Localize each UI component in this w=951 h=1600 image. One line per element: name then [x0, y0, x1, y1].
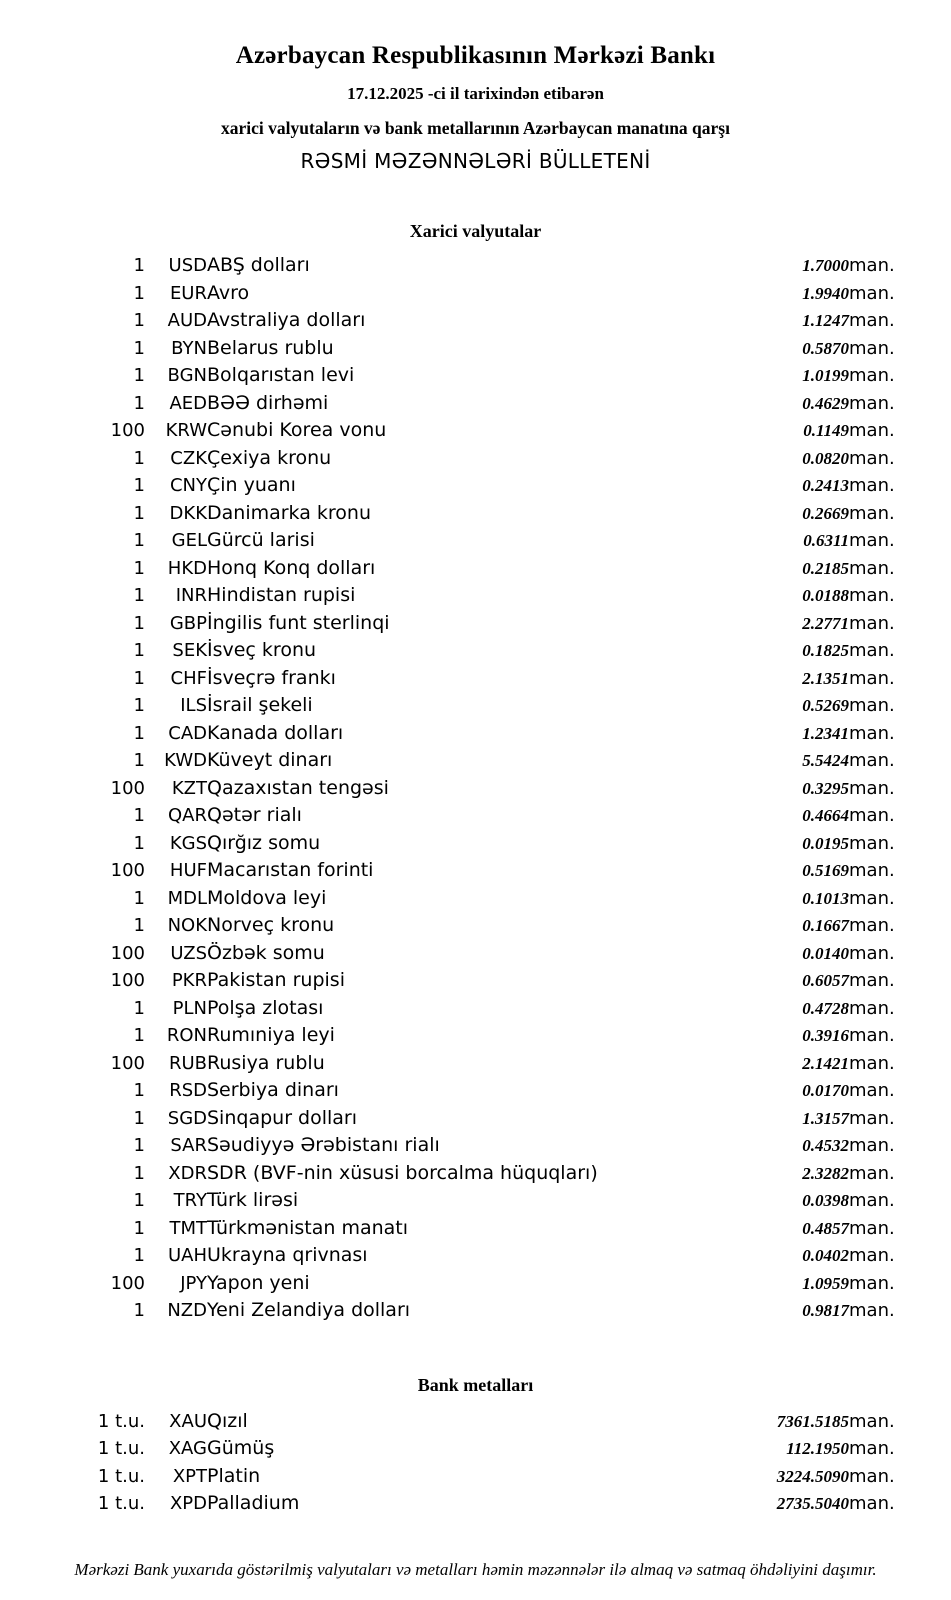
metal-row [40, 1408, 911, 1436]
currency-row [40, 1105, 911, 1133]
currency-code: NZD [167, 1300, 207, 1321]
currency-row [40, 885, 911, 913]
currency-row [40, 1242, 911, 1270]
currency-code: CAD [168, 722, 207, 744]
currency-row [40, 692, 911, 720]
rate-value: 1.2341 [802, 723, 849, 743]
rate-amount: 1 t.u. [97, 1438, 145, 1459]
currency-code: TMT [169, 1217, 207, 1239]
rate-value: 2.1351 [802, 668, 849, 688]
currency-row [40, 362, 911, 390]
footer-note: Mərkəzi Bank yuxarıda göstərilmiş valyutaları və metalları həmin məzənnələr ilə almaq və satmaq öhdəliyini daşımır. [74, 1559, 877, 1579]
currency-name: Qızıl [207, 1409, 248, 1432]
currency-name: Türk lirəsi [207, 1189, 299, 1211]
rate-value: 0.2185 [802, 558, 849, 578]
currency-name: Özbək somu [207, 941, 325, 964]
rate-unit: man. [849, 282, 895, 304]
currency-row [40, 775, 911, 803]
currency-code: USD [168, 255, 207, 276]
rate-unit: man. [849, 1438, 895, 1459]
currency-row [40, 747, 911, 775]
rate-amount: 1 [133, 640, 145, 661]
currency-code: EUR [169, 282, 207, 304]
rate-unit: man. [849, 1272, 895, 1294]
header-subtitle-secondary: RƏSMİ MƏZƏNNƏLƏRİ BÜLLETENİ [300, 149, 651, 173]
rate-value: 0.0820 [802, 448, 849, 468]
rate-value: 7361.5185 [776, 1411, 849, 1431]
currency-row [40, 500, 911, 528]
rate-unit: man. [849, 860, 895, 881]
rate-unit: man. [849, 392, 895, 414]
currency-row [40, 995, 911, 1023]
rate-value: 0.2413 [802, 476, 849, 495]
currency-code: BYN [171, 337, 207, 359]
metal-row [40, 1463, 911, 1491]
currency-row [40, 1160, 911, 1188]
section-title-currencies: Xarici valyutalar [409, 221, 542, 241]
rate-value: 0.0188 [802, 586, 849, 605]
rate-amount: 1 [133, 1107, 145, 1129]
header-subtitle: xarici valyutaların və bank metallarının Azərbaycan manatına qarşı [221, 118, 730, 138]
currency-name: Cənubi Korea vonu [207, 419, 387, 441]
rate-value: 1.1247 [802, 311, 849, 330]
currency-name: Honq Konq dolları [207, 556, 376, 579]
currency-name: Belarus rublu [207, 336, 334, 359]
effective-date: 17.12.2025 -ci il tarixindən etibarən [347, 84, 604, 103]
rate-amount: 1 [133, 750, 145, 771]
currency-row [40, 940, 911, 968]
currency-code: XPT [172, 1465, 207, 1487]
metal-row [40, 1490, 911, 1518]
currency-row [40, 1297, 911, 1325]
currency-row [40, 1270, 911, 1298]
rate-unit: man. [849, 337, 895, 359]
currency-name: Ukrayna qrivnası [207, 1244, 368, 1266]
rate-value: 0.0170 [802, 1081, 849, 1100]
currency-code: UZS [170, 942, 207, 964]
currency-code: CNY [169, 475, 207, 496]
currency-row [40, 252, 911, 280]
currency-row [40, 610, 911, 638]
currency-code: KGS [169, 832, 207, 854]
rate-unit: man. [849, 997, 895, 1019]
rate-unit: man. [849, 1217, 895, 1239]
currency-row [40, 417, 911, 445]
currency-row [40, 390, 911, 418]
rate-amount: 100 [110, 777, 145, 799]
rate-value: 2.2771 [802, 613, 849, 633]
rate-amount: 1 [133, 915, 145, 936]
rate-unit: man. [849, 970, 895, 991]
rate-amount: 1 [133, 1080, 145, 1101]
currency-name: Qazaxıstan tengəsi [207, 776, 389, 799]
currency-code: BGN [167, 365, 207, 386]
currency-row [40, 665, 911, 693]
currency-row [40, 307, 911, 335]
currency-code: ILS [180, 695, 207, 716]
currency-row [40, 912, 911, 940]
rate-unit: man. [849, 1465, 895, 1487]
rate-value: 1.3157 [802, 1108, 849, 1128]
currency-name: ABŞ dolları [207, 254, 310, 276]
rate-value: 0.5169 [802, 861, 849, 880]
rate-amount: 1 [133, 997, 145, 1019]
currency-name: Avstraliya dolları [207, 309, 366, 331]
currency-row [40, 1187, 911, 1215]
rate-amount: 1 [133, 1300, 145, 1321]
rate-amount: 1 t.u. [97, 1493, 145, 1514]
currency-name: Qətər rialı [207, 804, 302, 826]
currency-name: Rumıniya leyi [207, 1024, 335, 1046]
currency-name: Danimarka kronu [207, 501, 372, 524]
rate-value: 0.5269 [802, 696, 849, 715]
currency-code: KWD [164, 750, 207, 771]
currency-row [40, 720, 911, 748]
currency-code: HKD [167, 557, 207, 579]
currency-code: MDL [167, 887, 207, 909]
rate-unit: man. [849, 557, 895, 579]
currency-name: Türkmənistan manatı [207, 1216, 409, 1239]
currency-name: Macarıstan forinti [207, 859, 374, 881]
rate-value: 1.9940 [802, 283, 849, 303]
rate-unit: man. [849, 1245, 895, 1266]
currency-row [40, 280, 911, 308]
rate-value: 2.1421 [802, 1053, 849, 1073]
page-title: Azərbaycan Respublikasının Mərkəzi Bankı [235, 42, 716, 69]
rate-unit: man. [849, 420, 895, 441]
rate-unit: man. [849, 1300, 895, 1321]
currency-rates-table [40, 252, 911, 1325]
rate-amount: 1 [133, 282, 145, 304]
currency-name: Hindistan rupisi [207, 584, 356, 606]
rate-amount: 1 [133, 612, 145, 634]
rate-unit: man. [849, 585, 895, 606]
currency-code: SAR [170, 1135, 207, 1156]
rate-amount: 1 t.u. [97, 1465, 145, 1487]
rate-value: 5.5424 [802, 751, 849, 770]
rate-amount: 100 [110, 420, 145, 441]
currency-name: SDR (BVF-nin xüsusi borcalma hüquqları) [207, 1161, 598, 1184]
rate-unit: man. [849, 695, 895, 716]
currency-row [40, 830, 911, 858]
currency-name: İsveç kronu [207, 639, 317, 661]
rate-unit: man. [849, 1162, 895, 1184]
currency-code: NOK [167, 915, 207, 936]
currency-name: Çin yuanı [207, 474, 296, 496]
rate-amount: 1 [133, 447, 145, 469]
currency-name: Sinqapur dolları [207, 1106, 358, 1129]
currency-code: PLN [172, 997, 207, 1019]
rate-amount: 1 [133, 557, 145, 579]
currency-code: AUD [167, 310, 207, 331]
rate-value: 0.5870 [802, 338, 849, 358]
rate-unit: man. [849, 502, 895, 524]
currency-code: GBP [169, 612, 207, 634]
rate-unit: man. [849, 447, 895, 469]
currency-row [40, 472, 911, 500]
currency-name: Yapon yeni [207, 1271, 310, 1294]
currency-name: Küveyt dinarı [207, 749, 333, 771]
rate-value: 0.3916 [802, 1026, 849, 1045]
section-title-metals: Bank metalları [417, 1374, 534, 1395]
document-header [40, 42, 911, 173]
rate-value: 0.3295 [802, 778, 849, 798]
currency-name: İsveçrə frankı [207, 666, 336, 689]
rate-amount: 1 [133, 667, 145, 689]
rate-unit: man. [849, 1107, 895, 1129]
currency-code: CHF [170, 667, 207, 689]
rate-unit: man. [849, 915, 895, 936]
currency-name: Gürcü larisi [207, 529, 315, 551]
currency-code: RON [166, 1025, 207, 1046]
rate-amount: 1 [133, 1190, 145, 1211]
currency-code: QAR [168, 805, 207, 826]
currency-row [40, 1050, 911, 1078]
rate-amount: 1 [133, 1217, 145, 1239]
currency-row [40, 967, 911, 995]
currency-row [40, 637, 911, 665]
currency-name: Moldova leyi [207, 886, 327, 909]
rate-unit: man. [849, 530, 895, 551]
currency-name: Bolqarıstan levi [207, 364, 355, 386]
currency-name: Palladium [207, 1492, 300, 1514]
currency-name: Səudiyyə Ərəbistanı rialı [207, 1134, 440, 1156]
rate-unit: man. [849, 1052, 895, 1074]
rate-unit: man. [849, 1493, 895, 1514]
currency-code: XAU [169, 1410, 207, 1432]
currency-name: Norveç kronu [207, 914, 335, 936]
rate-amount: 1 [133, 502, 145, 524]
rate-amount: 1 [133, 475, 145, 496]
rate-unit: man. [849, 640, 895, 661]
rate-unit: man. [849, 777, 895, 799]
currency-row [40, 1215, 911, 1243]
rate-amount: 1 [133, 392, 145, 414]
rate-value: 0.4728 [802, 998, 849, 1018]
rate-value: 0.4629 [802, 393, 849, 413]
rate-value: 0.4532 [802, 1136, 849, 1155]
currency-code: XAG [168, 1438, 207, 1459]
currency-row [40, 857, 911, 885]
currency-code: KZT [171, 777, 207, 799]
rate-amount: 1 [133, 337, 145, 359]
rate-unit: man. [849, 255, 895, 276]
currency-name: Gümüş [207, 1437, 275, 1459]
currency-code: JPY [180, 1272, 207, 1294]
currency-name: BƏƏ dirhəmi [207, 391, 329, 414]
currency-code: CZK [170, 447, 207, 469]
rate-amount: 1 [133, 310, 145, 331]
currency-code: KRW [165, 420, 207, 441]
rate-unit: man. [849, 887, 895, 909]
rate-amount: 1 [133, 1245, 145, 1266]
rate-amount: 1 [133, 365, 145, 386]
currency-row [40, 802, 911, 830]
rate-amount: 100 [110, 1272, 145, 1294]
currency-code: RSD [169, 1080, 207, 1101]
currency-code: SEK [172, 640, 207, 661]
currency-row [40, 527, 911, 555]
rate-value: 1.0199 [802, 366, 849, 385]
currency-row [40, 445, 911, 473]
currency-name: Avro [207, 281, 250, 304]
rate-value: 0.0402 [802, 1246, 849, 1265]
rate-amount: 1 [133, 585, 145, 606]
rate-amount: 100 [110, 942, 145, 964]
rate-unit: man. [849, 475, 895, 496]
currency-code: UAH [167, 1245, 207, 1266]
currency-name: Qırğız somu [207, 831, 321, 854]
rate-value: 0.1825 [802, 641, 849, 660]
rate-value: 1.7000 [802, 256, 849, 275]
rate-value: 112.1950 [786, 1439, 849, 1458]
currency-code: XDR [168, 1162, 207, 1184]
rate-value: 0.9817 [802, 1301, 849, 1320]
currency-row [40, 1132, 911, 1160]
rate-unit: man. [849, 832, 895, 854]
rate-unit: man. [849, 1410, 895, 1432]
rate-amount: 1 [133, 530, 145, 551]
rate-value: 0.1667 [802, 916, 849, 935]
currency-name: İngilis funt sterlinqi [207, 611, 390, 634]
currency-row [40, 335, 911, 363]
rate-unit: man. [849, 750, 895, 771]
currency-name: Yeni Zelandiya dolları [207, 1299, 411, 1321]
rate-value: 1.0959 [802, 1273, 849, 1293]
rate-value: 0.4857 [802, 1218, 849, 1238]
rate-value: 3224.5090 [776, 1466, 849, 1486]
currency-code: RUB [168, 1052, 207, 1074]
rate-value: 2.3282 [802, 1163, 849, 1183]
currency-name: Çexiya kronu [207, 446, 332, 469]
currency-code: AED [169, 392, 207, 414]
rate-value: 0.1013 [802, 888, 849, 908]
rate-unit: man. [849, 1190, 895, 1211]
rate-unit: man. [849, 1025, 895, 1046]
rate-amount: 1 [133, 722, 145, 744]
rate-value: 2735.5040 [776, 1494, 849, 1513]
rate-unit: man. [849, 1135, 895, 1156]
rate-unit: man. [849, 1080, 895, 1101]
rate-unit: man. [849, 722, 895, 744]
rate-amount: 100 [110, 860, 145, 881]
currency-row [40, 555, 911, 583]
rate-amount: 1 [133, 1025, 145, 1046]
currency-name: İsrail şekeli [207, 694, 313, 716]
rate-amount: 100 [110, 970, 145, 991]
rate-amount: 1 [133, 832, 145, 854]
currency-name: Kanada dolları [207, 721, 344, 744]
rate-unit: man. [849, 667, 895, 689]
currency-row [40, 1077, 911, 1105]
rate-value: 0.0140 [802, 943, 849, 963]
currency-name: Serbiya dinarı [207, 1079, 339, 1101]
rate-value: 0.6311 [803, 531, 849, 550]
currency-code: PKR [171, 970, 207, 991]
rate-value: 0.6057 [802, 971, 849, 990]
rate-amount: 100 [110, 1052, 145, 1074]
rate-amount: 1 [133, 1135, 145, 1156]
currency-name: Platin [207, 1464, 261, 1487]
rate-value: 0.2669 [802, 503, 849, 523]
rate-amount: 1 [133, 255, 145, 276]
rate-value: 0.0195 [802, 833, 849, 853]
rate-value: 0.1149 [803, 421, 849, 440]
rate-unit: man. [849, 365, 895, 386]
currency-name: Pakistan rupisi [207, 969, 345, 991]
currency-code: HUF [169, 860, 207, 881]
currency-code: SGD [167, 1107, 207, 1129]
metal-rates-table [40, 1408, 911, 1518]
rate-amount: 1 [133, 805, 145, 826]
rate-amount: 1 t.u. [97, 1410, 145, 1432]
currency-row [40, 1022, 911, 1050]
rate-value: 0.0398 [802, 1191, 849, 1210]
currency-code: TRY [173, 1190, 207, 1211]
rate-amount: 1 [133, 695, 145, 716]
rate-amount: 1 [133, 887, 145, 909]
currency-code: DKK [169, 502, 207, 524]
currency-name: Rusiya rublu [207, 1051, 325, 1074]
currency-code: INR [175, 585, 207, 606]
metal-row [40, 1435, 911, 1463]
rate-value: 0.4664 [802, 806, 849, 825]
currency-code: XPD [169, 1493, 207, 1514]
currency-name: Polşa zlotası [207, 996, 324, 1019]
rate-unit: man. [849, 310, 895, 331]
rate-unit: man. [849, 942, 895, 964]
currency-row [40, 582, 911, 610]
rate-unit: man. [849, 612, 895, 634]
rate-unit: man. [849, 805, 895, 826]
rate-amount: 1 [133, 1162, 145, 1184]
currency-code: GEL [171, 530, 207, 551]
